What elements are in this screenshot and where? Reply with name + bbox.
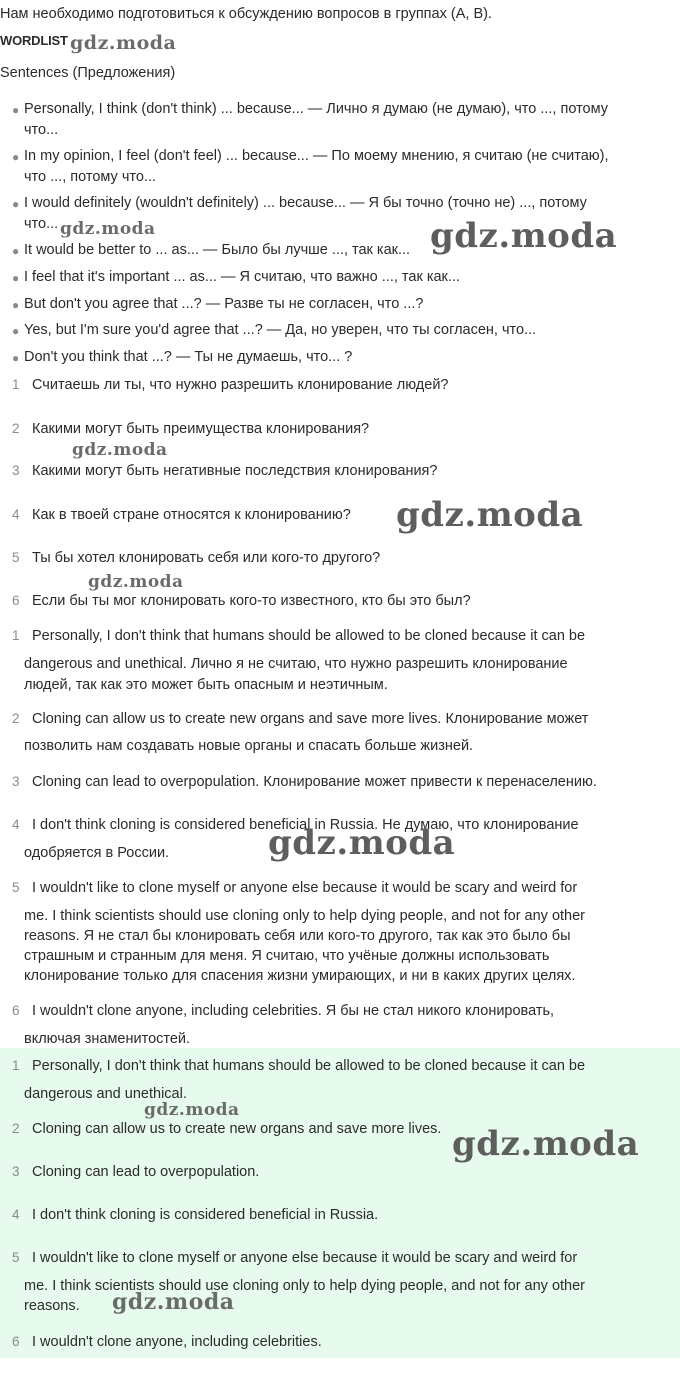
phrase-item: Yes, but I'm sure you'd agree that ...? — Да, но уверен, что ты согласен, что...: [24, 322, 537, 338]
answer-text: reasons. Я не стал бы клонировать себя или кого-то другого, так как это было бы: [24, 928, 571, 944]
answer-number: 3: [12, 1164, 20, 1179]
intro-text: Нам необходимо подготовиться к обсуждению вопросов в группах (A, B).: [0, 6, 492, 22]
wordlist-label: WORDLIST: [0, 33, 68, 48]
watermark: gdz.moda: [72, 440, 168, 460]
watermark: gdz.moda: [70, 32, 177, 54]
answer-text: I wouldn't clone anyone, including celebrities.: [32, 1334, 322, 1350]
answer-number: 6: [12, 1334, 20, 1349]
watermark: gdz.moda: [144, 1100, 240, 1120]
answer-text: позволить нам создавать новые органы и спасать больше жизней.: [24, 738, 474, 754]
answer-text: Personally, I don't think that humans should be allowed to be cloned because it can be: [32, 628, 586, 644]
answer-number: 5: [12, 1250, 20, 1265]
answer-number: 5: [12, 880, 20, 895]
bullet-icon: ●: [12, 244, 20, 258]
phrase-item-cont: что...: [24, 216, 59, 232]
question-number: 6: [12, 593, 20, 608]
bullet-icon: ●: [12, 197, 20, 211]
answer-text: I wouldn't like to clone myself or anyone else because it would be scary and weird for: [32, 1250, 578, 1266]
phrase-item: In my opinion, I feel (don't feel) ... because... — По моему мнению, я считаю (не считаю),: [24, 148, 609, 164]
phrase-item: I feel that it's important ... as... — Я считаю, что важно ..., так как...: [24, 269, 460, 285]
answer-text: Cloning can lead to overpopulation. Клонирование может привести к перенаселению.: [32, 774, 597, 790]
answer-number: 4: [12, 1207, 20, 1222]
watermark: gdz.moda: [60, 219, 156, 239]
answer-text: me. I think scientists should use cloning only to help dying people, and not for any other: [24, 1278, 586, 1294]
question-number: 2: [12, 421, 20, 436]
answer-text: страшным и странным для меня. Я считаю, что учёные должны использовать: [24, 948, 550, 964]
answer-number: 3: [12, 774, 20, 789]
answer-text: I wouldn't like to clone myself or anyone else because it would be scary and weird for: [32, 880, 578, 896]
answer-text: людей, так как это может быть опасным и неэтичным.: [24, 677, 388, 693]
question-text: Какими могут быть преимущества клонирования?: [32, 421, 370, 437]
bullet-icon: ●: [12, 103, 20, 117]
answer-text: Cloning can allow us to create new organs and save more lives. Клонирование может: [32, 711, 589, 727]
watermark: gdz.moda: [112, 1289, 235, 1315]
question-number: 3: [12, 463, 20, 478]
phrase-item: But don't you agree that ...? — Разве ты не согласен, что ...?: [24, 296, 424, 312]
sentences-label: Sentences (Предложения): [0, 65, 176, 81]
phrase-item: Personally, I think (don't think) ... because... — Лично я думаю (не думаю), что ..., потому: [24, 101, 609, 117]
answer-text: Personally, I don't think that humans should be allowed to be cloned because it can be: [32, 1058, 586, 1074]
bullet-icon: ●: [12, 324, 20, 338]
answer-text: включая знаменитостей.: [24, 1031, 191, 1047]
answer-text: me. I think scientists should use cloning only to help dying people, and not for any other: [24, 908, 586, 924]
watermark: gdz.moda: [268, 823, 456, 863]
question-text: Считаешь ли ты, что нужно разрешить клонирование людей?: [32, 377, 449, 393]
answer-number: 2: [12, 711, 20, 726]
phrase-item-cont: что...: [24, 122, 59, 138]
bullet-icon: ●: [12, 351, 20, 365]
answer-number: 1: [12, 1058, 20, 1073]
phrase-item-cont: что ..., потому что...: [24, 169, 157, 185]
question-text: Какими могут быть негативные последствия клонирования?: [32, 463, 438, 479]
answer-text: клонирование только для спасения жизни умирающих, и ни в каких других целях.: [24, 968, 576, 984]
bullet-icon: ●: [12, 298, 20, 312]
question-number: 4: [12, 507, 20, 522]
answer-text: reasons.: [24, 1298, 80, 1314]
bullet-icon: ●: [12, 271, 20, 285]
answer-text: Cloning can allow us to create new organs and save more lives.: [32, 1121, 442, 1137]
answer-number: 2: [12, 1121, 20, 1136]
watermark: gdz.moda: [396, 495, 584, 535]
answer-number: 4: [12, 817, 20, 832]
answer-text: dangerous and unethical. Лично я не считаю, что нужно разрешить клонирование: [24, 656, 568, 672]
phrase-item: Don't you think that ...? — Ты не думаешь, что... ?: [24, 349, 353, 365]
answer-text: I don't think cloning is considered beneficial in Russia. Не думаю, что клонирование: [32, 817, 579, 833]
phrase-item: I would definitely (wouldn't definitely) ... because... — Я бы точно (точно не) ..., потому: [24, 195, 587, 211]
answer-text: одобряется в России.: [24, 845, 170, 861]
question-number: 5: [12, 550, 20, 565]
question-text: Как в твоей стране относятся к клонированию?: [32, 507, 351, 523]
question-text: Ты бы хотел клонировать себя или кого-то другого?: [32, 550, 381, 566]
question-text: Если бы ты мог клонировать кого-то известного, кто бы это был?: [32, 593, 471, 609]
answer-text: I wouldn't clone anyone, including celebrities. Я бы не стал никого клонировать,: [32, 1003, 555, 1019]
answer-text: I don't think cloning is considered beneficial in Russia.: [32, 1207, 379, 1223]
answer-text: dangerous and unethical.: [24, 1086, 187, 1102]
answer-text: Cloning can lead to overpopulation.: [32, 1164, 260, 1180]
bullet-icon: ●: [12, 150, 20, 164]
watermark: gdz.moda: [88, 572, 184, 592]
phrase-item: It would be better to ... as... — Было бы лучше ..., так как...: [24, 242, 411, 258]
answer-number: 1: [12, 628, 20, 643]
answer-number: 6: [12, 1003, 20, 1018]
watermark: gdz.moda: [452, 1124, 640, 1164]
watermark: gdz.moda: [430, 216, 618, 256]
question-number: 1: [12, 377, 20, 392]
